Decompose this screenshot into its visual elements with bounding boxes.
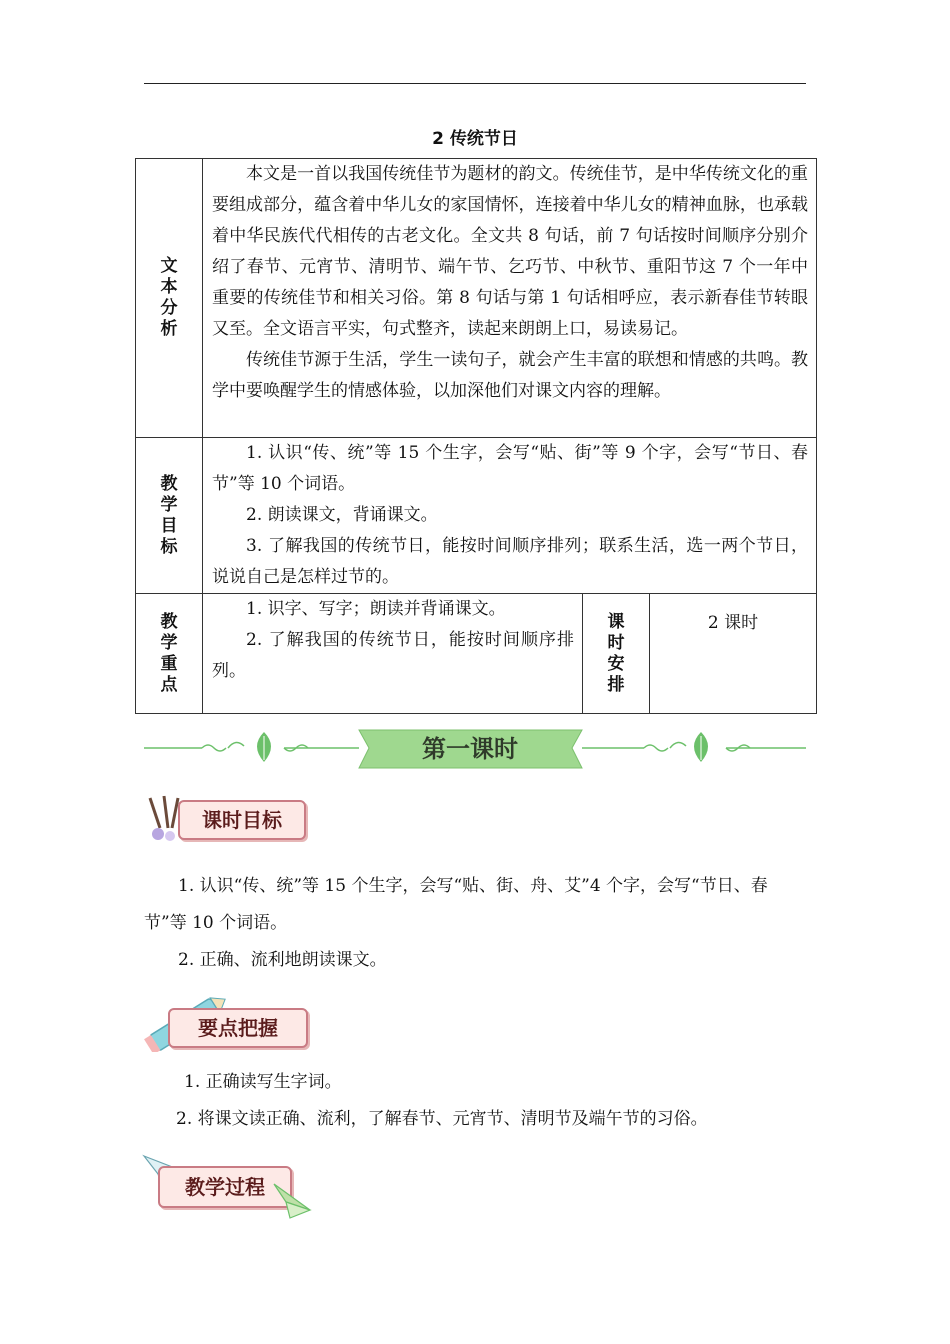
key-grasp-item: 2. 将课文读正确、流利，了解春节、元宵节、清明节及端午节的习俗。 <box>176 1109 708 1129</box>
key-point-item: 2. 了解我国的传统节日，能按时间顺序排列。 <box>212 630 574 681</box>
goals-label-cell <box>136 438 203 594</box>
lesson-goals-tag <box>142 794 308 844</box>
process-title: 教学过程 <box>158 1166 292 1208</box>
left-vine-decoration <box>144 742 359 751</box>
paper-plane-icon <box>272 1180 312 1220</box>
key-points-label-cell <box>136 594 203 714</box>
key-grasp-item: 1. 正确读写生字词。 <box>184 1072 342 1092</box>
analysis-label: 文本分析 <box>160 256 178 339</box>
goal-item: 3. 了解我国的传统节日，能按时间顺序排列；联系生活，选一两个节日，说说自己是怎样过节的。 <box>212 536 809 587</box>
schedule-label: 课时安排 <box>607 611 625 695</box>
key-point-item: 1. 识字、写字；朗读并背诵课文。 <box>246 599 506 619</box>
lesson-goals-title: 课时目标 <box>178 800 306 840</box>
lesson-goal-item: 1. 认识“传、统”等 15 个生字，会写“贴、街、舟、艾”4 个字，会写“节日、春节”等 10 个词语。 <box>144 876 768 933</box>
lesson-goals-content <box>144 868 806 979</box>
key-points-label: 教学重点 <box>160 611 178 695</box>
analysis-paragraph: 本文是一首以我国传统佳节为题材的韵文。传统佳节，是中华传统文化的重要组成部分，蕴含着中华儿女的家国情怀，连接着中华儿女的精神血脉，也承载着中华民族代代相传的古老文化。全文共 8 句话，前 7 句话按时间顺序分别介绍了春节、元宵节、清明节、端午节、乞巧节、中秋节、重阳节这 7 个一年中重要的传统佳节和相关习俗。第 8 句话与第 1 句话相呼应，表示新春佳节转眼又至。全文语言平实，句式整齐，读起来朗朗上口，易读易记。 <box>212 164 809 339</box>
process-tag <box>142 1152 312 1220</box>
goal-item: 1. 认识“传、统”等 15 个生字，会写“贴、街”等 9 个字，会写“节日、春节”等 10 个词语。 <box>212 443 809 494</box>
analysis-content <box>203 159 817 438</box>
key-grasp-title: 要点把握 <box>168 1008 308 1048</box>
lesson-banner <box>144 726 806 770</box>
goals-content <box>203 438 817 594</box>
goal-item: 2. 朗读课文，背诵课文。 <box>246 505 438 525</box>
right-vine-decoration <box>582 742 806 751</box>
header-rule <box>144 83 806 84</box>
analysis-label-cell <box>136 159 203 438</box>
key-points-content <box>203 594 583 714</box>
page-title: 2 传统节日 <box>432 129 518 149</box>
goals-label: 教学目标 <box>160 473 178 557</box>
lesson-info-table <box>135 158 817 714</box>
schedule-label-cell <box>583 594 650 714</box>
analysis-paragraph: 传统佳节源于生活，学生一读句子，就会产生丰富的联想和情感的共鸣。教学中要唤醒学生的情感体验，以加深他们对课文内容的理解。 <box>212 350 809 401</box>
banner-title: 第一课时 <box>422 735 518 763</box>
key-grasp-tag <box>142 994 308 1052</box>
lesson-goal-item: 2. 正确、流利地朗读课文。 <box>178 950 387 970</box>
schedule-value: 2 课时 <box>650 594 817 714</box>
key-grasp-content <box>144 1064 806 1138</box>
